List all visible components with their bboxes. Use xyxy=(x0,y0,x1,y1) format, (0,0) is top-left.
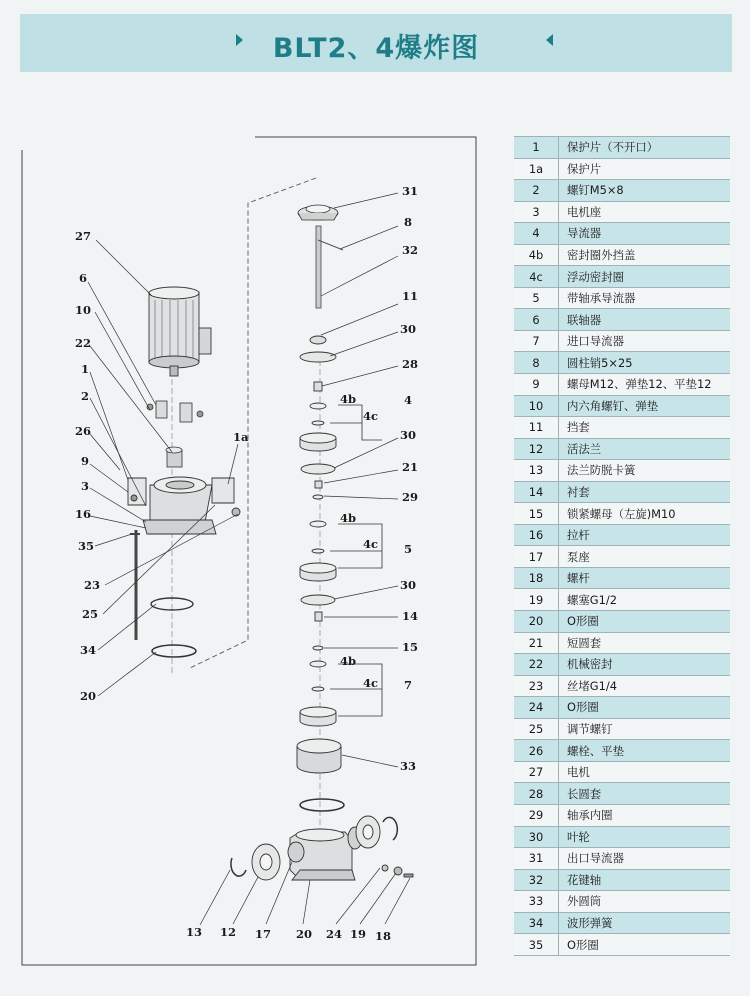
part-name: 锁紧螺母（左旋)M10 xyxy=(559,503,731,525)
spacer-sleeve xyxy=(310,336,326,344)
callout-33: 33 xyxy=(400,759,417,773)
callout-4b-3: 4b xyxy=(340,654,357,668)
table-row xyxy=(514,869,730,891)
part-name: 保护片 xyxy=(559,158,731,180)
part-number: 6 xyxy=(514,309,559,331)
part-name: 螺栓、平垫 xyxy=(559,740,731,762)
callout-25: 25 xyxy=(82,607,99,621)
impeller-3 xyxy=(301,595,335,605)
table-row xyxy=(514,783,730,805)
part-number: 9 xyxy=(514,374,559,396)
part-number: 20 xyxy=(514,611,559,633)
part-name: 导流器 xyxy=(559,223,731,245)
part-number: 4 xyxy=(514,223,559,245)
impeller-2 xyxy=(301,464,335,474)
callout-26: 26 xyxy=(75,424,92,438)
part-name: 内六角螺钉、弹垫 xyxy=(559,395,731,417)
part-number: 21 xyxy=(514,632,559,654)
table-row xyxy=(514,481,730,503)
callout-15: 15 xyxy=(402,640,419,654)
part-name: 螺塞G1/2 xyxy=(559,589,731,611)
table-row xyxy=(514,352,730,374)
part-name: 活法兰 xyxy=(559,438,731,460)
table-row xyxy=(514,675,730,697)
part-number: 2 xyxy=(514,180,559,202)
spline-shaft xyxy=(316,226,321,308)
page-title: BLT2、4爆炸图 xyxy=(272,33,480,64)
part-name: 进口导流器 xyxy=(559,330,731,352)
part-name: 电机 xyxy=(559,761,731,783)
table-row xyxy=(514,201,730,223)
callout-4c-2: 4c xyxy=(363,537,379,551)
callout-16: 16 xyxy=(75,507,92,521)
part-number: 32 xyxy=(514,869,559,891)
callout-32: 32 xyxy=(402,243,419,257)
table-row xyxy=(514,740,730,762)
table-row xyxy=(514,223,730,245)
mechanical-seal xyxy=(166,447,182,467)
table-row xyxy=(514,180,730,202)
callout-27: 27 xyxy=(75,229,92,243)
part-name: O形圈 xyxy=(559,697,731,719)
callout-11: 11 xyxy=(402,289,419,303)
callout-14: 14 xyxy=(402,609,419,623)
part-name: 衬套 xyxy=(559,481,731,503)
part-number: 4c xyxy=(514,266,559,288)
callout-10: 10 xyxy=(75,303,92,317)
table-row xyxy=(514,266,730,288)
callout-35: 35 xyxy=(78,539,95,553)
part-name: 电机座 xyxy=(559,201,731,223)
table-row xyxy=(514,309,730,331)
part-number: 28 xyxy=(514,783,559,805)
callout-31: 31 xyxy=(402,184,419,198)
part-name: 调节螺钉 xyxy=(559,718,731,740)
callout-4c-1: 4c xyxy=(363,409,379,423)
callout-8: 8 xyxy=(404,215,413,229)
short-sleeve xyxy=(315,481,322,488)
table-row xyxy=(514,546,730,568)
part-number: 29 xyxy=(514,804,559,826)
part-name: 密封圈外挡盖 xyxy=(559,244,731,266)
table-row xyxy=(514,417,730,439)
parts-list-table xyxy=(514,136,730,956)
callout-22: 22 xyxy=(75,336,92,350)
callout-1a: 1a xyxy=(233,430,249,444)
part-number: 12 xyxy=(514,438,559,460)
callout-21: 21 xyxy=(402,460,419,474)
table-row xyxy=(514,654,730,676)
part-name: 波形弹簧 xyxy=(559,912,731,934)
part-name: 联轴器 xyxy=(559,309,731,331)
table-row xyxy=(514,761,730,783)
part-number: 10 xyxy=(514,395,559,417)
table-row xyxy=(514,567,730,589)
part-number: 31 xyxy=(514,848,559,870)
long-sleeve xyxy=(314,382,322,391)
part-number: 17 xyxy=(514,546,559,568)
table-row xyxy=(514,934,730,956)
part-name: 丝堵G1/4 xyxy=(559,675,731,697)
callout-30-c: 30 xyxy=(400,578,417,592)
part-name: 叶轮 xyxy=(559,826,731,848)
part-name: 螺母M12、弹垫12、平垫12 xyxy=(559,374,731,396)
callout-5: 5 xyxy=(404,542,413,556)
callout-1: 1 xyxy=(81,362,90,376)
callout-2: 2 xyxy=(81,389,90,403)
bushing xyxy=(315,612,322,621)
part-name: O形圈 xyxy=(559,611,731,633)
callout-4: 4 xyxy=(404,393,413,407)
table-row xyxy=(514,697,730,719)
table-row xyxy=(514,137,730,159)
part-number: 1a xyxy=(514,158,559,180)
part-number: 11 xyxy=(514,417,559,439)
impeller-1 xyxy=(300,352,336,362)
part-number: 16 xyxy=(514,524,559,546)
motor xyxy=(149,287,211,376)
part-number: 23 xyxy=(514,675,559,697)
callout-20-left: 20 xyxy=(80,689,97,703)
table-row xyxy=(514,524,730,546)
part-number: 22 xyxy=(514,654,559,676)
part-number: 13 xyxy=(514,460,559,482)
table-row xyxy=(514,611,730,633)
part-number: 8 xyxy=(514,352,559,374)
o-ring-20-right xyxy=(300,799,344,811)
part-name: 泵座 xyxy=(559,546,731,568)
o-ring-20-left xyxy=(152,645,196,657)
part-number: 7 xyxy=(514,330,559,352)
part-name: 花键轴 xyxy=(559,869,731,891)
assembly-dash-line xyxy=(190,178,316,668)
table-row xyxy=(514,244,730,266)
part-number: 19 xyxy=(514,589,559,611)
callout-19: 19 xyxy=(350,927,367,941)
callout-30-a: 30 xyxy=(400,322,417,336)
part-name: 圆柱销5×25 xyxy=(559,352,731,374)
part-name: 短圆套 xyxy=(559,632,731,654)
table-row xyxy=(514,718,730,740)
callout-7: 7 xyxy=(404,678,413,692)
part-number: 14 xyxy=(514,481,559,503)
callout-12: 12 xyxy=(220,925,237,939)
part-number: 24 xyxy=(514,697,559,719)
part-name: 外圆筒 xyxy=(559,891,731,913)
callout-17: 17 xyxy=(255,927,272,941)
callout-9: 9 xyxy=(81,454,90,468)
part-number: 3 xyxy=(514,201,559,223)
callout-23: 23 xyxy=(84,578,101,592)
part-name: 拉杆 xyxy=(559,524,731,546)
callout-3: 3 xyxy=(81,479,90,493)
callout-34: 34 xyxy=(80,643,97,657)
part-number: 1 xyxy=(514,137,559,159)
part-name: 机械密封 xyxy=(559,654,731,676)
callout-29: 29 xyxy=(402,490,419,504)
callout-13: 13 xyxy=(186,925,203,939)
part-name: 螺钉M5×8 xyxy=(559,180,731,202)
table-row xyxy=(514,158,730,180)
table-row xyxy=(514,848,730,870)
table-row xyxy=(514,826,730,848)
table-row xyxy=(514,912,730,934)
callout-4c-3: 4c xyxy=(363,676,379,690)
callout-30-b: 30 xyxy=(400,428,417,442)
table-row xyxy=(514,804,730,826)
callout-18: 18 xyxy=(375,929,392,943)
table-row xyxy=(514,460,730,482)
part-name: 带轴承导流器 xyxy=(559,287,731,309)
table-row xyxy=(514,395,730,417)
part-name: 轴承内圈 xyxy=(559,804,731,826)
callout-24: 24 xyxy=(326,927,343,941)
callout-20-bottom: 20 xyxy=(296,927,313,941)
pump-base xyxy=(288,827,362,880)
table-row xyxy=(514,632,730,654)
part-number: 34 xyxy=(514,912,559,934)
table-row xyxy=(514,330,730,352)
part-number: 18 xyxy=(514,567,559,589)
part-name: 浮动密封圈 xyxy=(559,266,731,288)
part-name: 螺杆 xyxy=(559,567,731,589)
part-name: 保护片（不开口） xyxy=(559,137,731,159)
part-number: 5 xyxy=(514,287,559,309)
table-row xyxy=(514,438,730,460)
callout-28: 28 xyxy=(402,357,419,371)
part-number: 33 xyxy=(514,891,559,913)
part-number: 4b xyxy=(514,244,559,266)
part-name: 出口导流器 xyxy=(559,848,731,870)
part-name: 法兰防脱卡簧 xyxy=(559,460,731,482)
callout-4b-2: 4b xyxy=(340,511,357,525)
table-row xyxy=(514,287,730,309)
table-row xyxy=(514,891,730,913)
part-number: 35 xyxy=(514,934,559,956)
part-number: 27 xyxy=(514,761,559,783)
part-number: 15 xyxy=(514,503,559,525)
motor-seat xyxy=(128,477,240,534)
part-number: 25 xyxy=(514,718,559,740)
outlet-diffuser xyxy=(298,205,338,220)
part-name: 挡套 xyxy=(559,417,731,439)
table-row xyxy=(514,589,730,611)
table-row xyxy=(514,374,730,396)
table-row xyxy=(514,503,730,525)
part-name: 长圆套 xyxy=(559,783,731,805)
part-number: 26 xyxy=(514,740,559,762)
part-number: 30 xyxy=(514,826,559,848)
callout-4b-1: 4b xyxy=(340,392,357,406)
callout-6: 6 xyxy=(79,271,88,285)
part-name: O形圈 xyxy=(559,934,731,956)
